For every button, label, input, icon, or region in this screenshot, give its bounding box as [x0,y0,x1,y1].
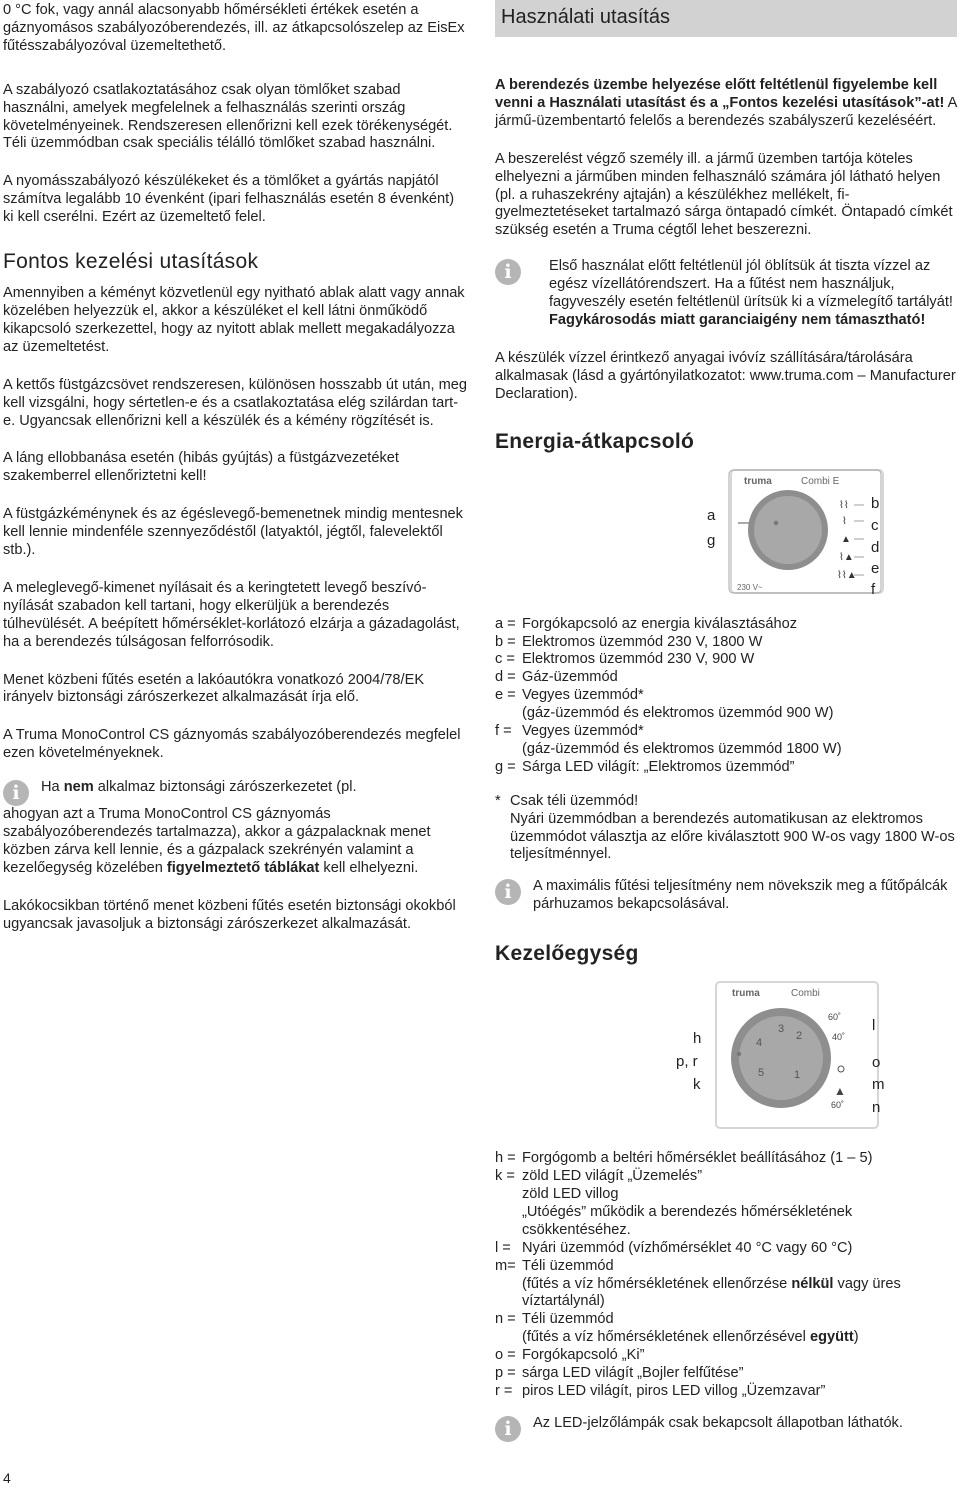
legend-row: zöld LED villog [522,1186,619,1202]
paragraph: A készülék vízzel érintkező anyagai ivóvíz szállítására/tárolására alkalmasak (lásd a gyártónyilatkozatot: www.truma.com – Manufacturer Declaration). [495,349,956,402]
legend-row: (fűtés a víz hőmérsékletének ellenőrzésével együtt) [522,1329,859,1346]
info-icon: i [495,259,521,285]
label-k: k [693,1076,701,1094]
legend-control [495,1150,957,1401]
label-a: a [707,506,716,524]
info-icon: i [3,780,29,806]
label-o: o [872,1054,881,1072]
legend-row: e = Vegyes üzemmód* [495,687,644,704]
legend-row: b = Elektromos üzemmód 230 V, 1800 W [495,633,763,650]
legend-row: g = Sárga LED világít: „Elektromos üzemmód” [495,758,795,775]
label-e: e [871,559,880,577]
label-g: g [707,531,716,549]
legend-row: l = Nyári üzemmód (vízhőmérséklet 40 °C vagy 60 °C) [495,1239,853,1256]
paragraph: Amennyiben a kéményt közvetlenül egy nyitható ablak alatt vagy annak közelében helyezzük el, akkor a készüléket el kell látni önműködő kikapcsoló szerkezettel, hogy az nyitott ablak mellett megakadályozza az üzemeltetést. [3,285,465,355]
energy-switch-figure [566,468,886,598]
model-label: Combi [791,988,820,1000]
legend-row: f = Vegyes üzemmód* [495,723,644,740]
paragraph: Menet közbeni fűtés esetén a lakóautókra vonatkozó 2004/78/EK irányelv biztonsági zárószerkezet alkalmazását írja elő. [3,671,425,706]
info-note: i A maximális fűtési teljesítmény nem növekszik meg a fűtőpálcák párhuzamos bekapcsolásával. [495,878,957,914]
brand-logo: truma [732,988,760,1000]
legend-row: p = sárga LED világít „Bojler felfűtése” [495,1365,744,1382]
page-number: 4 [3,1470,11,1486]
info-icon: i [495,1416,521,1442]
paragraph: A beszerelést végző személy ill. a jármű üzemben tartója köteles elhelyezni a járműben minden felhasználó számára jól látható helyen (pl. a ruhaszekrény ajtaján) a készülékhez mellékelt, figyelmeztetéseket tartalmazó sárga öntapadó címkét. Öntapadó címkét szükség esetén a Truma cégtől lehet beszerezni. [495,150,953,239]
label-p-r: p, r [676,1053,698,1071]
legend-row: h = Forgógomb a beltéri hőmérséklet beállításához (1 – 5) [495,1150,873,1167]
page-title: Használati utasítás [501,6,670,28]
label-h: h [693,1030,702,1048]
paragraph: A füstgázkéménynek és az égéslevegő-bemenetnek mindig mentesnek kell lennie mindenféle szennyeződéstől (latyaktól, jégtől, falevelektől stb.). [3,506,463,559]
section-heading: Energia-átkapcsoló [495,429,695,453]
svg-text:3: 3 [778,1023,785,1036]
legend-row: (gáz-üzemmód és elektromos üzemmód 1800 W) [522,740,842,757]
legend-row: d = Gáz-üzemmód [495,669,618,686]
footnote: * Csak téli üzemmód! Nyári üzemmódban a berendezés automatikusan az elektromos üzemmódot választja az előre kiválasztott 900 W-os vagy 1800 W-os teljesítménnyel. [495,792,955,863]
legend-row: a = Forgókapcsoló az energia kiválasztásához [495,615,798,632]
legend-row: (fűtés a víz hőmérsékletének ellenőrzése nélkül vagy üres víztartálynál) [522,1275,901,1310]
info-icon: i [495,879,521,905]
label-l: l [872,1017,876,1035]
control-unit-illustration [556,980,896,1130]
section-heading: Fontos kezelési utasítások [3,250,259,274]
paragraph: A Truma MonoControl CS gáznyomás szabályozóberendezés megfelel ezen követelményeknek. [3,727,461,762]
legend-row: k = zöld LED világít „Üzemelés” [495,1168,703,1185]
label-n: n [872,1099,881,1117]
section-heading: Kezelőegység [495,942,639,966]
temp-60-top: 60˚ [828,1012,842,1023]
paragraph: A láng ellobbanása esetén (hibás gyújtás) a füstgázvezetéket szakemberrel ellenőriztetni kell! [3,450,399,485]
mixed-1800-icon: ⌇⌇▲ [837,569,857,581]
off-position-icon [838,1066,844,1072]
energy-switch-illustration [566,468,886,598]
svg-text:2: 2 [796,1030,803,1043]
legend-row: n = Téli üzemmód [495,1311,614,1328]
paragraph: A nyomásszabályozó készülékeket és a tömlőket a gyártás napjától számítva legalább 10 évenként (ipari felhasználás esetén 8 évenként) ki kell cserélni. Ezért az üzemeltető felel. [3,173,455,226]
control-unit-figure [556,980,896,1130]
voltage-label: 230 V~ [737,582,763,592]
paragraph: A kettős füstgázcsövet rendszeresen, különösen hosszabb út után, meg kell vizsgálni, hogy sértetlen-e és a csatlakoztatása elég szilárdan tart-e. Ugyancsak ellenőrizni kell a készülék és a kémény rögzítését is. [3,376,468,429]
brand-logo: truma [744,475,772,487]
info-note-continued: ahogyan azt a Truma MonoControl CS gáznyomás szabályozóberendezés tartalmazza), akkor a gázpalacknak menet közben zárva kell lennie, és a gázpalack szekrényén valamint a kezelőegység közelében figyelmeztető táblákat kell elhelyezni. [3,806,431,876]
info-note: i Ha nem alkalmaz biztonsági zárószerkezetet (pl. [3,779,468,806]
info-note: i Első használat előtt feltétlenül jól öblítsük át tiszta vízzel az egész vízellátórendszert. Ha a fűtést nem használjuk, fagyveszély esetén feltétlenül ürítsük ki a vízmelegítő tartályát! Fagykárosodás miatt garanciaigény nem támasztható! [495,258,957,330]
legend-row: m= Téli üzemmód [495,1257,614,1274]
model-label: Combi E [801,475,840,487]
label-b: b [871,494,880,512]
mixed-900-icon: ⌇▲ [839,551,854,563]
label-d: d [871,538,880,556]
electric-900-icon: ⌇ [842,515,847,527]
right-column [495,0,957,1442]
paragraph: A meleglevegő-kimenet nyílásait és a keringtetett levegő beszívó-nyílását szabadon kell tartani, hogy elkerüljük a berendezés túlhevülését. A beépített hőmérséklet-korlátozó elzárja a gázadagolást, ha a berendezés túlságosan felforrósodik. [3,579,460,650]
paragraph: Lakókocsikban történő menet közbeni fűtés esetén biztonsági okokból ugyancsak javasoljuk a biztonsági zárószerkezet alkalmazását. [3,897,456,932]
temp-60-bottom: 60˚ [831,1100,845,1111]
svg-text:4: 4 [756,1037,763,1050]
paragraph: A szabályozó csatlakoztatásához csak olyan tömlőket szabad használni, amelyek megfelelnek a felhasználás szerinti ország követelményeinek. Rendszeresen ellenőrizni kell ezek törékenységét. Téli üzemmódban csak speciális télálló tömlőket szabad használni. [3,81,453,152]
legend-row: (gáz-üzemmód és elektromos üzemmód 900 W) [522,705,834,722]
gas-icon: ▲ [841,533,851,545]
legend-row: „Utóégés” működik a berendezés hőmérsékletének csökkentéséhez. [522,1203,853,1238]
info-note: i Az LED-jelzőlámpák csak bekapcsolt állapotban láthatók. [495,1415,957,1442]
yellow-led [774,520,778,524]
flame-icon: ▲ [834,1084,846,1099]
svg-text:5: 5 [758,1067,765,1080]
legend-row: o = Forgókapcsoló „Ki” [495,1347,645,1364]
electric-1800-icon: ⌇⌇ [839,499,849,511]
label-f: f [871,580,876,598]
label-m: m [872,1076,885,1094]
paragraph: 0 °C fok, vagy annál alacsonyabb hőmérsékleti értékek esetén a gáznyomásos szabályozóberendezés, ill. az átkapcsolószelep az EisEx fűtésszabályozóval üzemeltethető. [3,2,465,54]
legend-row: c = Elektromos üzemmód 230 V, 900 W [495,651,755,668]
page-title-bar [495,0,957,37]
label-c: c [871,516,879,534]
left-column [3,0,468,934]
paragraph: A berendezés üzembe helyezése előtt feltétlenül figyelembe kell venni a Használati utasítást és a „Fontos kezelési utasítások”-at! A jármű-üzembentartó felelős a berendezés szabályszerű kezeléséért. [495,77,957,129]
legend-energy [495,616,957,777]
legend-row: r = piros LED világít, piros LED villog „Üzemzavar” [495,1382,826,1399]
svg-text:1: 1 [794,1069,801,1082]
temp-40: 40˚ [832,1032,846,1043]
status-led [737,1052,741,1056]
